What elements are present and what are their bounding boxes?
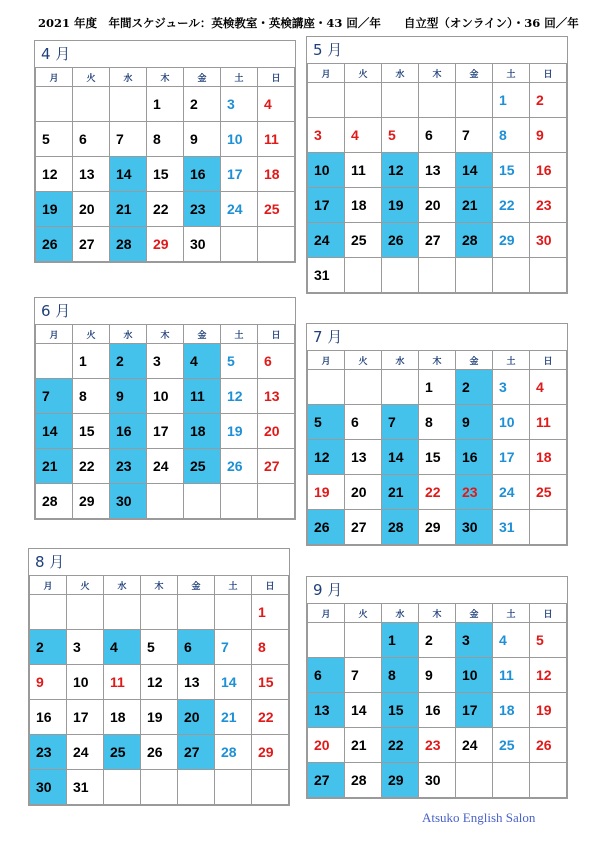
day-cell: 18 (493, 693, 530, 728)
day-cell: 28 (36, 484, 73, 519)
day-cell: 7 (456, 118, 493, 153)
day-cell: 14 (110, 157, 147, 192)
weekday-header: 火 (345, 351, 382, 370)
day-cell: 30 (419, 763, 456, 798)
weekday-header: 金 (178, 576, 215, 595)
empty-cell (308, 370, 345, 405)
calendar-grid (307, 603, 567, 798)
day-cell: 22 (252, 700, 289, 735)
day-cell: 20 (345, 475, 382, 510)
day-cell: 8 (382, 658, 419, 693)
day-cell: 7 (215, 630, 252, 665)
day-cell: 8 (252, 630, 289, 665)
calendar-grid (35, 324, 295, 519)
weekday-header: 火 (345, 64, 382, 83)
weekday-header: 金 (456, 351, 493, 370)
weekday-header: 金 (184, 68, 221, 87)
empty-cell (308, 623, 345, 658)
weekday-header: 日 (530, 351, 567, 370)
day-cell: 19 (141, 700, 178, 735)
empty-cell (345, 83, 382, 118)
day-cell: 2 (30, 630, 67, 665)
day-cell: 27 (73, 227, 110, 262)
day-cell: 5 (36, 122, 73, 157)
day-cell: 9 (110, 379, 147, 414)
day-cell: 19 (36, 192, 73, 227)
day-cell: 23 (419, 728, 456, 763)
empty-cell (36, 87, 73, 122)
empty-cell (493, 763, 530, 798)
day-cell: 21 (456, 188, 493, 223)
day-cell: 12 (530, 658, 567, 693)
weekday-header: 木 (419, 604, 456, 623)
day-cell: 11 (104, 665, 141, 700)
weekday-header: 日 (258, 325, 295, 344)
empty-cell (141, 770, 178, 805)
empty-cell (36, 344, 73, 379)
day-cell: 15 (147, 157, 184, 192)
day-cell: 17 (493, 440, 530, 475)
day-cell: 20 (73, 192, 110, 227)
weekday-header: 木 (419, 64, 456, 83)
empty-cell (493, 258, 530, 293)
weekday-header: 火 (73, 68, 110, 87)
day-cell: 30 (30, 770, 67, 805)
day-cell: 6 (308, 658, 345, 693)
calendar-grid (29, 575, 289, 805)
day-cell: 27 (178, 735, 215, 770)
empty-cell (221, 484, 258, 519)
weekday-header: 土 (493, 64, 530, 83)
weekday-header: 土 (493, 351, 530, 370)
day-cell: 23 (110, 449, 147, 484)
day-cell: 18 (258, 157, 295, 192)
day-cell: 24 (308, 223, 345, 258)
day-cell: 9 (419, 658, 456, 693)
day-cell: 12 (308, 440, 345, 475)
empty-cell (308, 83, 345, 118)
day-cell: 17 (456, 693, 493, 728)
day-cell: 16 (110, 414, 147, 449)
empty-cell (104, 770, 141, 805)
day-cell: 12 (221, 379, 258, 414)
day-cell: 28 (382, 510, 419, 545)
day-cell: 16 (30, 700, 67, 735)
day-cell: 3 (221, 87, 258, 122)
day-cell: 17 (221, 157, 258, 192)
day-cell: 20 (258, 414, 295, 449)
calendar-september (306, 576, 568, 799)
day-cell: 14 (345, 693, 382, 728)
day-cell: 5 (221, 344, 258, 379)
calendar-may (306, 36, 568, 294)
day-cell: 13 (419, 153, 456, 188)
day-cell: 26 (308, 510, 345, 545)
day-cell: 5 (308, 405, 345, 440)
day-cell: 17 (67, 700, 104, 735)
page-title: 2021 年度 年間スケジュール：英検教室・英検講座・43 回／年 自立型（オンライン）・36 回／年 (38, 16, 579, 30)
day-cell: 4 (493, 623, 530, 658)
day-cell: 19 (382, 188, 419, 223)
weekday-header: 日 (252, 576, 289, 595)
day-cell: 4 (530, 370, 567, 405)
weekday-header: 月 (308, 604, 345, 623)
day-cell: 20 (178, 700, 215, 735)
day-cell: 20 (419, 188, 456, 223)
day-cell: 14 (36, 414, 73, 449)
day-cell: 13 (178, 665, 215, 700)
empty-cell (382, 83, 419, 118)
day-cell: 27 (419, 223, 456, 258)
day-cell: 7 (382, 405, 419, 440)
day-cell: 18 (184, 414, 221, 449)
day-cell: 9 (184, 122, 221, 157)
empty-cell (456, 763, 493, 798)
empty-cell (178, 595, 215, 630)
calendar-grid (307, 63, 567, 293)
day-cell: 30 (530, 223, 567, 258)
day-cell: 3 (456, 623, 493, 658)
weekday-header: 水 (382, 351, 419, 370)
weekday-header: 水 (382, 64, 419, 83)
day-cell: 15 (419, 440, 456, 475)
day-cell: 28 (110, 227, 147, 262)
day-cell: 8 (419, 405, 456, 440)
empty-cell (530, 258, 567, 293)
day-cell: 7 (345, 658, 382, 693)
day-cell: 14 (215, 665, 252, 700)
month-title: 6 月 (41, 302, 71, 320)
day-cell: 26 (36, 227, 73, 262)
day-cell: 12 (141, 665, 178, 700)
day-cell: 19 (530, 693, 567, 728)
day-cell: 13 (258, 379, 295, 414)
empty-cell (104, 595, 141, 630)
day-cell: 21 (345, 728, 382, 763)
day-cell: 24 (493, 475, 530, 510)
empty-cell (147, 484, 184, 519)
day-cell: 16 (530, 153, 567, 188)
day-cell: 6 (419, 118, 456, 153)
day-cell: 3 (67, 630, 104, 665)
day-cell: 31 (493, 510, 530, 545)
day-cell: 30 (456, 510, 493, 545)
day-cell: 22 (73, 449, 110, 484)
day-cell: 2 (110, 344, 147, 379)
day-cell: 10 (456, 658, 493, 693)
day-cell: 29 (419, 510, 456, 545)
empty-cell (184, 484, 221, 519)
day-cell: 25 (258, 192, 295, 227)
day-cell: 30 (184, 227, 221, 262)
day-cell: 9 (530, 118, 567, 153)
day-cell: 5 (530, 623, 567, 658)
day-cell: 29 (382, 763, 419, 798)
calendar-grid (307, 350, 567, 545)
day-cell: 24 (147, 449, 184, 484)
day-cell: 18 (104, 700, 141, 735)
day-cell: 4 (184, 344, 221, 379)
empty-cell (419, 83, 456, 118)
day-cell: 2 (184, 87, 221, 122)
empty-cell (258, 484, 295, 519)
day-cell: 5 (382, 118, 419, 153)
footer-brand: Atsuko English Salon (422, 810, 536, 825)
day-cell: 22 (419, 475, 456, 510)
day-cell: 12 (382, 153, 419, 188)
day-cell: 26 (221, 449, 258, 484)
calendar-april (34, 40, 296, 263)
weekday-header: 木 (147, 68, 184, 87)
day-cell: 3 (308, 118, 345, 153)
empty-cell (456, 258, 493, 293)
weekday-header: 水 (110, 325, 147, 344)
weekday-header: 木 (141, 576, 178, 595)
day-cell: 4 (345, 118, 382, 153)
day-cell: 27 (345, 510, 382, 545)
weekday-header: 火 (73, 325, 110, 344)
day-cell: 28 (215, 735, 252, 770)
day-cell: 25 (184, 449, 221, 484)
day-cell: 27 (258, 449, 295, 484)
empty-cell (456, 83, 493, 118)
day-cell: 12 (36, 157, 73, 192)
weekday-header: 月 (36, 68, 73, 87)
day-cell: 6 (345, 405, 382, 440)
day-cell: 6 (73, 122, 110, 157)
day-cell: 20 (308, 728, 345, 763)
day-cell: 22 (493, 188, 530, 223)
day-cell: 23 (456, 475, 493, 510)
day-cell: 30 (110, 484, 147, 519)
day-cell: 16 (419, 693, 456, 728)
day-cell: 9 (30, 665, 67, 700)
day-cell: 29 (493, 223, 530, 258)
day-cell: 14 (382, 440, 419, 475)
day-cell: 16 (184, 157, 221, 192)
day-cell: 10 (493, 405, 530, 440)
day-cell: 25 (530, 475, 567, 510)
day-cell: 4 (104, 630, 141, 665)
day-cell: 7 (110, 122, 147, 157)
day-cell: 21 (110, 192, 147, 227)
empty-cell (221, 227, 258, 262)
day-cell: 21 (382, 475, 419, 510)
day-cell: 15 (252, 665, 289, 700)
weekday-header: 水 (110, 68, 147, 87)
weekday-header: 火 (345, 604, 382, 623)
day-cell: 3 (147, 344, 184, 379)
empty-cell (419, 258, 456, 293)
day-cell: 25 (493, 728, 530, 763)
day-cell: 16 (456, 440, 493, 475)
day-cell: 7 (36, 379, 73, 414)
empty-cell (73, 87, 110, 122)
day-cell: 19 (308, 475, 345, 510)
weekday-header: 日 (258, 68, 295, 87)
empty-cell (252, 770, 289, 805)
day-cell: 31 (308, 258, 345, 293)
day-cell: 17 (308, 188, 345, 223)
empty-cell (67, 595, 104, 630)
month-title: 7 月 (313, 328, 343, 346)
day-cell: 25 (345, 223, 382, 258)
day-cell: 8 (73, 379, 110, 414)
day-cell: 6 (178, 630, 215, 665)
empty-cell (215, 595, 252, 630)
empty-cell (141, 595, 178, 630)
day-cell: 18 (530, 440, 567, 475)
month-title: 5 月 (313, 41, 343, 59)
day-cell: 23 (184, 192, 221, 227)
weekday-header: 日 (530, 64, 567, 83)
day-cell: 17 (147, 414, 184, 449)
day-cell: 23 (30, 735, 67, 770)
weekday-header: 月 (30, 576, 67, 595)
day-cell: 26 (530, 728, 567, 763)
day-cell: 29 (252, 735, 289, 770)
day-cell: 28 (345, 763, 382, 798)
day-cell: 31 (67, 770, 104, 805)
weekday-header: 土 (493, 604, 530, 623)
day-cell: 9 (456, 405, 493, 440)
empty-cell (345, 623, 382, 658)
day-cell: 1 (73, 344, 110, 379)
day-cell: 10 (308, 153, 345, 188)
weekday-header: 土 (221, 325, 258, 344)
day-cell: 19 (221, 414, 258, 449)
weekday-header: 火 (67, 576, 104, 595)
day-cell: 21 (36, 449, 73, 484)
calendar-august (28, 548, 290, 806)
empty-cell (258, 227, 295, 262)
empty-cell (30, 595, 67, 630)
day-cell: 5 (141, 630, 178, 665)
empty-cell (530, 763, 567, 798)
day-cell: 23 (530, 188, 567, 223)
day-cell: 22 (382, 728, 419, 763)
empty-cell (382, 258, 419, 293)
empty-cell (110, 87, 147, 122)
day-cell: 27 (308, 763, 345, 798)
weekday-header: 金 (456, 604, 493, 623)
weekday-header: 日 (530, 604, 567, 623)
day-cell: 4 (258, 87, 295, 122)
calendar-june (34, 297, 296, 520)
calendar-grid (35, 67, 295, 262)
weekday-header: 金 (184, 325, 221, 344)
calendar-july (306, 323, 568, 546)
day-cell: 22 (147, 192, 184, 227)
month-title: 4 月 (41, 45, 71, 63)
day-cell: 2 (530, 83, 567, 118)
empty-cell (215, 770, 252, 805)
day-cell: 1 (419, 370, 456, 405)
empty-cell (178, 770, 215, 805)
day-cell: 24 (67, 735, 104, 770)
day-cell: 25 (104, 735, 141, 770)
day-cell: 1 (252, 595, 289, 630)
day-cell: 1 (493, 83, 530, 118)
day-cell: 26 (382, 223, 419, 258)
day-cell: 15 (382, 693, 419, 728)
weekday-header: 土 (221, 68, 258, 87)
day-cell: 10 (67, 665, 104, 700)
day-cell: 8 (147, 122, 184, 157)
day-cell: 18 (345, 188, 382, 223)
empty-cell (345, 258, 382, 293)
day-cell: 15 (73, 414, 110, 449)
day-cell: 15 (493, 153, 530, 188)
day-cell: 10 (221, 122, 258, 157)
weekday-header: 木 (419, 351, 456, 370)
day-cell: 14 (456, 153, 493, 188)
day-cell: 28 (456, 223, 493, 258)
day-cell: 2 (456, 370, 493, 405)
day-cell: 11 (530, 405, 567, 440)
empty-cell (382, 370, 419, 405)
day-cell: 10 (147, 379, 184, 414)
month-title: 8 月 (35, 553, 65, 571)
empty-cell (345, 370, 382, 405)
day-cell: 11 (258, 122, 295, 157)
day-cell: 24 (456, 728, 493, 763)
weekday-header: 木 (147, 325, 184, 344)
day-cell: 24 (221, 192, 258, 227)
empty-cell (530, 510, 567, 545)
day-cell: 11 (184, 379, 221, 414)
weekday-header: 月 (36, 325, 73, 344)
weekday-header: 月 (308, 351, 345, 370)
day-cell: 8 (493, 118, 530, 153)
weekday-header: 水 (104, 576, 141, 595)
day-cell: 1 (147, 87, 184, 122)
weekday-header: 月 (308, 64, 345, 83)
day-cell: 29 (73, 484, 110, 519)
day-cell: 21 (215, 700, 252, 735)
day-cell: 6 (258, 344, 295, 379)
month-title: 9 月 (313, 581, 343, 599)
weekday-header: 金 (456, 64, 493, 83)
day-cell: 3 (493, 370, 530, 405)
day-cell: 1 (382, 623, 419, 658)
weekday-header: 水 (382, 604, 419, 623)
day-cell: 11 (493, 658, 530, 693)
day-cell: 2 (419, 623, 456, 658)
day-cell: 29 (147, 227, 184, 262)
day-cell: 13 (73, 157, 110, 192)
day-cell: 26 (141, 735, 178, 770)
day-cell: 13 (308, 693, 345, 728)
day-cell: 11 (345, 153, 382, 188)
day-cell: 13 (345, 440, 382, 475)
weekday-header: 土 (215, 576, 252, 595)
